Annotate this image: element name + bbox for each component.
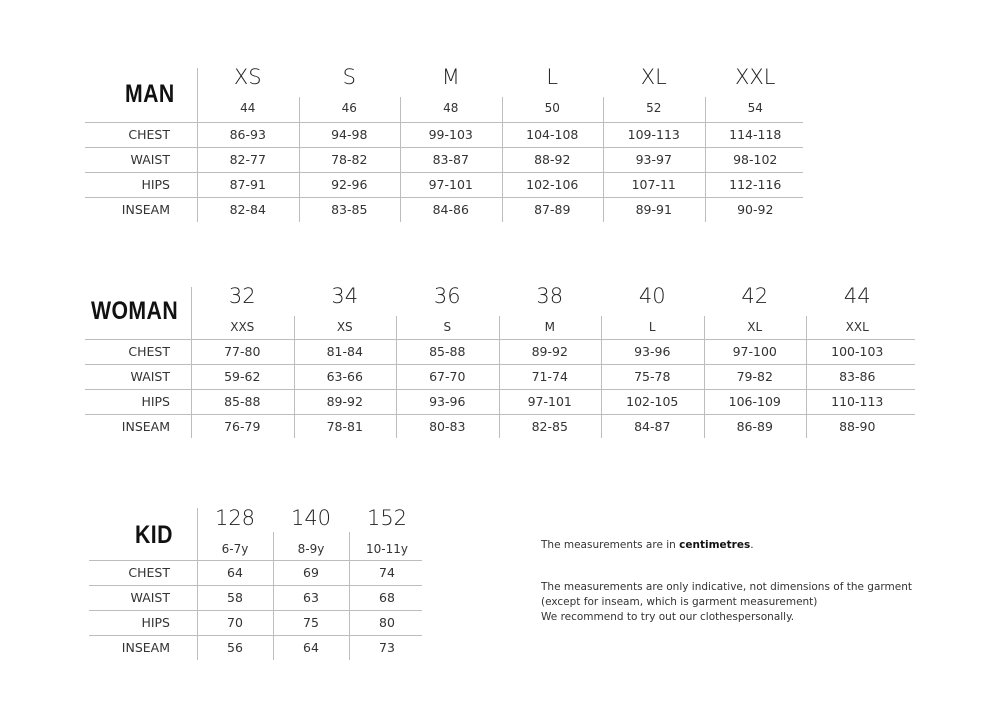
man-cell-waist: 93-97	[635, 152, 672, 167]
woman-cell-chest: 85-88	[429, 344, 466, 359]
man-cell-waist: 98-102	[733, 152, 778, 167]
kid-row-divider	[89, 610, 422, 611]
woman-cell-waist: 75-78	[634, 369, 671, 384]
woman-cell-inseam: 88-90	[839, 419, 876, 434]
kid-size-sub-10-11y: 10-11y	[366, 542, 408, 556]
man-cell-inseam: 83-85	[331, 202, 368, 217]
man-size-xl: XL	[640, 65, 667, 89]
man-size-sub-52: 52	[646, 101, 662, 115]
woman-size-sub-xl: XL	[747, 320, 763, 334]
man-size-sub-46: 46	[341, 101, 357, 115]
man-cell-chest: 86-93	[229, 127, 266, 142]
woman-cell-waist: 67-70	[429, 369, 466, 384]
woman-row-divider	[85, 389, 915, 390]
man-row-divider	[85, 147, 803, 148]
man-cell-chest: 109-113	[627, 127, 680, 142]
kid-cell-inseam: 73	[379, 640, 395, 655]
woman-size-42: 42	[741, 284, 769, 308]
woman-size-sub-m: M	[544, 320, 555, 334]
man-size-xxl: XXL	[735, 65, 776, 89]
woman-cell-inseam: 80-83	[429, 419, 466, 434]
woman-cell-inseam: 78-81	[326, 419, 363, 434]
woman-size-sub-xxs: XXS	[230, 320, 255, 334]
woman-size-40: 40	[638, 284, 666, 308]
kid-size-sub-8-9y: 8-9y	[297, 542, 325, 556]
woman-cell-inseam: 76-79	[224, 419, 261, 434]
man-size-sub-50: 50	[544, 101, 560, 115]
man-size-sub-48: 48	[443, 101, 459, 115]
man-size-s: S	[342, 65, 356, 89]
man-row-label-hips: HIPS	[141, 177, 170, 192]
man-cell-hips: 112-116	[729, 177, 782, 192]
man-row-label-inseam: INSEAM	[121, 202, 170, 217]
woman-size-sub-xs: XS	[336, 320, 353, 334]
kid-row-label-chest: CHEST	[128, 565, 170, 580]
kid-size-sub-6-7y: 6-7y	[221, 542, 249, 556]
man-size-sub-44: 44	[240, 101, 256, 115]
units-note-unit: centimetres	[679, 539, 751, 551]
man-column-divider	[197, 68, 198, 222]
kid-row-divider	[89, 560, 422, 561]
kid-cell-hips: 80	[379, 615, 395, 630]
woman-size-38: 38	[536, 284, 564, 308]
man-row-divider	[85, 197, 803, 198]
woman-size-32: 32	[228, 284, 256, 308]
kid-cell-chest: 69	[303, 565, 319, 580]
kid-size-152: 152	[366, 506, 408, 530]
kid-size-140: 140	[290, 506, 332, 530]
man-row-label-waist: WAIST	[130, 152, 170, 167]
woman-cell-inseam: 82-85	[531, 419, 568, 434]
woman-cell-hips: 102-105	[626, 394, 679, 409]
woman-row-divider	[85, 339, 915, 340]
kid-cell-waist: 63	[303, 590, 319, 605]
woman-size-sub-xxl: XXL	[845, 320, 869, 334]
woman-cell-chest: 100-103	[831, 344, 884, 359]
man-cell-inseam: 82-84	[229, 202, 266, 217]
woman-cell-waist: 71-74	[531, 369, 568, 384]
man-cell-chest: 94-98	[331, 127, 368, 142]
woman-size-34: 34	[331, 284, 359, 308]
woman-row-label-hips: HIPS	[141, 394, 170, 409]
kid-cell-waist: 58	[227, 590, 243, 605]
man-cell-inseam: 84-86	[432, 202, 469, 217]
kid-cell-hips: 70	[227, 615, 243, 630]
woman-row-label-chest: CHEST	[128, 344, 170, 359]
woman-cell-hips: 106-109	[728, 394, 781, 409]
units-note-suffix: .	[750, 539, 754, 551]
man-cell-chest: 114-118	[729, 127, 782, 142]
man-cell-waist: 82-77	[229, 152, 266, 167]
kid-section-title: KID	[135, 521, 173, 549]
kid-row-divider	[89, 585, 422, 586]
man-cell-chest: 99-103	[428, 127, 473, 142]
man-cell-waist: 78-82	[331, 152, 368, 167]
woman-cell-inseam: 86-89	[736, 419, 773, 434]
woman-row-label-inseam: INSEAM	[121, 419, 170, 434]
disclaimer-line-1: The measurements are only indicative, not dimensions of the garment	[541, 581, 912, 593]
woman-size-sub-l: L	[648, 320, 656, 334]
kid-cell-inseam: 64	[303, 640, 319, 655]
woman-cell-waist: 83-86	[839, 369, 876, 384]
kid-row-divider	[89, 635, 422, 636]
man-row-label-chest: CHEST	[128, 127, 170, 142]
man-cell-hips: 107-11	[631, 177, 676, 192]
kid-column-divider	[197, 508, 198, 660]
man-cell-inseam: 90-92	[737, 202, 774, 217]
disclaimer-line-2: (except for inseam, which is garment measurement)	[541, 596, 818, 608]
kid-size-128: 128	[214, 506, 256, 530]
kid-cell-inseam: 56	[227, 640, 243, 655]
woman-cell-hips: 110-113	[831, 394, 884, 409]
kid-cell-hips: 75	[303, 615, 319, 630]
man-cell-chest: 104-108	[526, 127, 579, 142]
man-cell-hips: 87-91	[229, 177, 266, 192]
man-size-l: L	[546, 65, 559, 89]
woman-cell-hips: 85-88	[224, 394, 261, 409]
man-cell-hips: 97-101	[428, 177, 473, 192]
woman-size-44: 44	[843, 284, 871, 308]
man-cell-inseam: 87-89	[534, 202, 571, 217]
woman-cell-waist: 59-62	[224, 369, 261, 384]
woman-cell-hips: 93-96	[429, 394, 466, 409]
man-row-divider	[85, 122, 803, 123]
woman-row-divider	[85, 364, 915, 365]
kid-row-label-hips: HIPS	[141, 615, 170, 630]
man-section-title: MAN	[125, 80, 175, 108]
woman-size-sub-s: S	[443, 320, 452, 334]
disclaimer-line-3: We recommend to try out our clothespersonally.	[541, 611, 795, 623]
kid-cell-waist: 68	[379, 590, 395, 605]
woman-section-title: WOMAN	[91, 297, 179, 325]
woman-cell-waist: 63-66	[326, 369, 363, 384]
woman-column-divider	[191, 287, 192, 438]
kid-row-label-inseam: INSEAM	[121, 640, 170, 655]
man-cell-hips: 102-106	[526, 177, 579, 192]
kid-cell-chest: 74	[379, 565, 395, 580]
woman-cell-chest: 81-84	[326, 344, 363, 359]
woman-size-36: 36	[433, 284, 461, 308]
woman-cell-chest: 93-96	[634, 344, 671, 359]
woman-cell-chest: 77-80	[224, 344, 261, 359]
man-size-sub-54: 54	[747, 101, 763, 115]
man-cell-waist: 88-92	[534, 152, 571, 167]
man-row-divider	[85, 172, 803, 173]
woman-row-label-waist: WAIST	[130, 369, 170, 384]
kid-row-label-waist: WAIST	[130, 590, 170, 605]
woman-cell-hips: 97-101	[527, 394, 572, 409]
woman-cell-waist: 79-82	[736, 369, 773, 384]
woman-cell-chest: 97-100	[732, 344, 777, 359]
kid-cell-chest: 64	[227, 565, 243, 580]
units-note	[541, 538, 754, 553]
man-cell-hips: 92-96	[331, 177, 368, 192]
woman-cell-inseam: 84-87	[634, 419, 671, 434]
man-size-m: M	[441, 65, 460, 89]
woman-cell-chest: 89-92	[531, 344, 568, 359]
man-cell-waist: 83-87	[432, 152, 469, 167]
man-cell-inseam: 89-91	[635, 202, 672, 217]
woman-cell-hips: 89-92	[326, 394, 363, 409]
units-note-prefix: The measurements are in	[541, 539, 680, 551]
man-size-xs: XS	[233, 65, 262, 89]
woman-row-divider	[85, 414, 915, 415]
